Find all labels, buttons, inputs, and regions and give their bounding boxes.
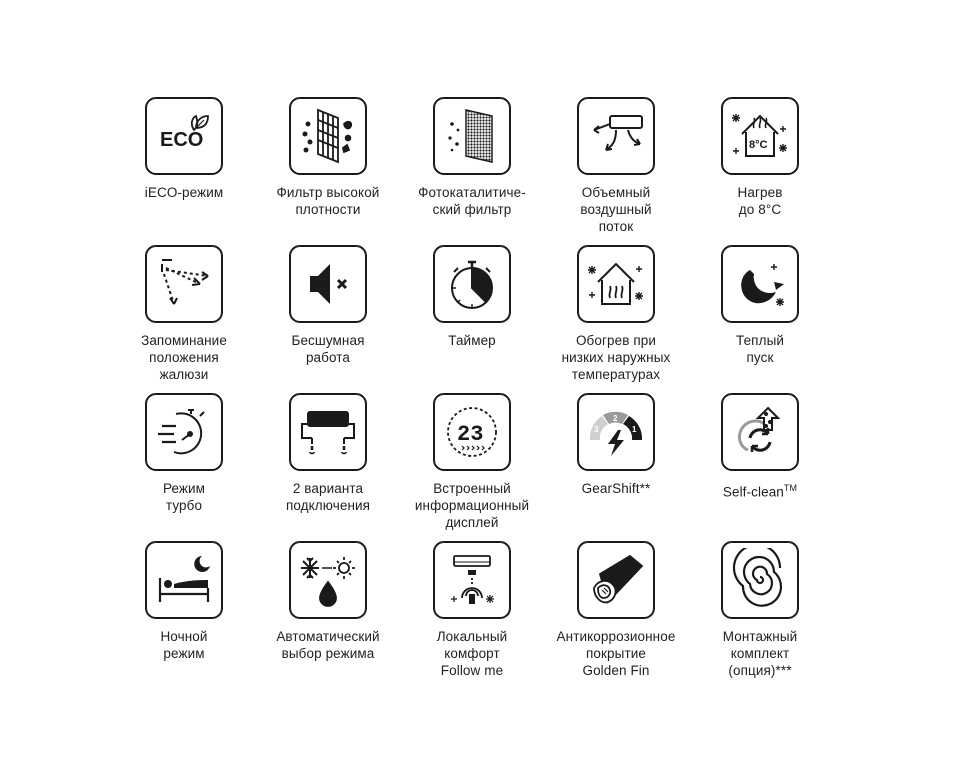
mounting-kit-coil-icon xyxy=(721,541,799,619)
display-icon xyxy=(433,393,511,471)
feature-label: Объемный воздушный поток xyxy=(580,185,652,234)
timer-icon xyxy=(433,245,511,323)
self-clean-text: Self-clean xyxy=(722,484,784,500)
heating-temp-text: 8°C xyxy=(749,139,768,151)
low-temp-heating-icon xyxy=(577,245,655,323)
eco-leaf-icon xyxy=(145,97,223,175)
feature-label: Автоматический выбор режима xyxy=(276,629,380,661)
feature-label: Монтажный комплект (опция)*** xyxy=(722,629,798,678)
feature-ieco xyxy=(112,97,256,245)
feature-timer xyxy=(400,245,544,393)
feature-heating-8c xyxy=(688,97,832,245)
feature-mounting-kit xyxy=(688,541,832,689)
mute-speaker-icon xyxy=(289,245,367,323)
gear-digit-3: 3 xyxy=(594,425,599,434)
feature-label: Ночной режим xyxy=(160,629,208,661)
night-mode-bed-icon xyxy=(145,541,223,619)
photocatalytic-filter-icon xyxy=(433,97,511,175)
feature-night-mode xyxy=(112,541,256,689)
feature-label: Встроенный информационный дисплей xyxy=(414,481,530,530)
display-digits: 23 xyxy=(457,422,484,447)
feature-low-temp-heating xyxy=(544,245,688,393)
features-grid xyxy=(112,97,832,689)
feature-label: Запоминание положения жалюзи xyxy=(141,333,227,382)
louver-memory-icon xyxy=(145,245,223,323)
feature-label: Теплый пуск xyxy=(735,333,785,365)
feature-self-clean xyxy=(688,393,832,541)
feature-label: Обогрев при низких наружных температурах xyxy=(561,333,671,382)
feature-label: Локальный комфорт Follow me xyxy=(436,629,508,678)
feature-label: GearShift** xyxy=(581,481,651,496)
feature-follow-me xyxy=(400,541,544,689)
self-clean-icon xyxy=(721,393,799,471)
gearshift-icon xyxy=(577,393,655,471)
feature-3d-airflow xyxy=(544,97,688,245)
feature-label: Бесшумная работа xyxy=(291,333,365,365)
two-connection-icon xyxy=(289,393,367,471)
feature-label: Нагрев до 8°C xyxy=(737,185,783,217)
golden-fin-icon xyxy=(577,541,655,619)
feature-label: iECO-режим xyxy=(144,185,224,200)
dense-filter-icon xyxy=(289,97,367,175)
feature-label: Таймер xyxy=(448,333,496,348)
feature-golden-fin xyxy=(544,541,688,689)
feature-turbo xyxy=(112,393,256,541)
eco-icon-text: ECO xyxy=(160,129,204,151)
turbo-stopwatch-icon xyxy=(145,393,223,471)
heating-8c-icon xyxy=(721,97,799,175)
gear-digit-2: 2 xyxy=(613,414,618,423)
follow-me-icon xyxy=(433,541,511,619)
feature-dense-filter xyxy=(256,97,400,245)
feature-label: Антикоррозионное покрытие Golden Fin xyxy=(556,629,676,678)
feature-warm-start xyxy=(688,245,832,393)
feature-label xyxy=(688,480,832,501)
feature-louver-memory xyxy=(112,245,256,393)
trademark-sup: TM xyxy=(783,483,798,493)
feature-display xyxy=(400,393,544,541)
feature-label: 2 варианта подключения xyxy=(285,481,371,513)
auto-mode-icon xyxy=(289,541,367,619)
warm-start-icon xyxy=(721,245,799,323)
feature-label: Фильтр высокой плотности xyxy=(276,185,380,217)
feature-silent xyxy=(256,245,400,393)
feature-auto-mode xyxy=(256,541,400,689)
airflow-icon xyxy=(577,97,655,175)
gear-digit-1: 1 xyxy=(632,425,637,434)
feature-label: Режим турбо xyxy=(162,481,206,513)
feature-two-connection xyxy=(256,393,400,541)
feature-photocatalytic-filter xyxy=(400,97,544,245)
feature-gearshift xyxy=(544,393,688,541)
feature-label: Фотокаталитиче- ский фильтр xyxy=(418,185,526,217)
